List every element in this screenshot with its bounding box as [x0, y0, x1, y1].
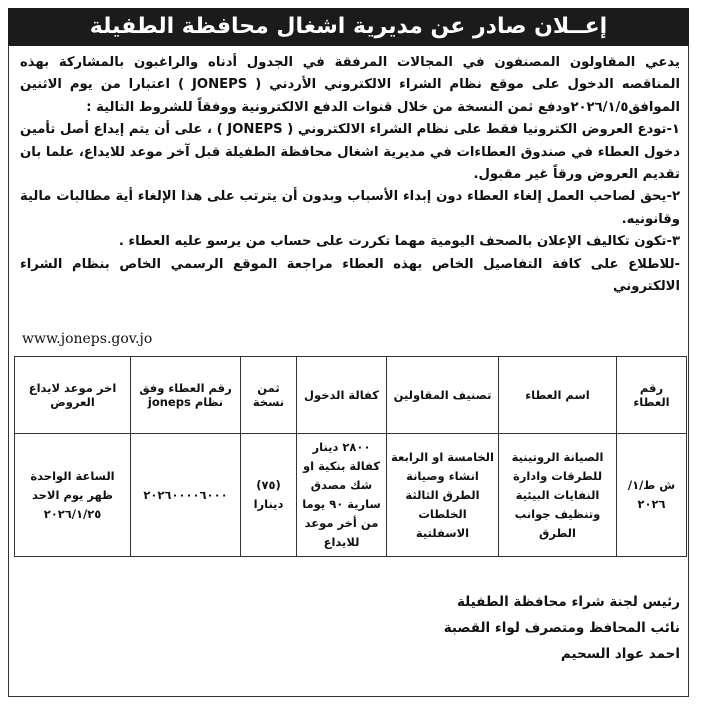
signature-name: احمد عواد السحيم — [560, 646, 680, 662]
header-joneps-no: رقم العطاء وفق نظام joneps — [131, 357, 241, 434]
table-header-row — [15, 357, 687, 434]
cell-tender-no: ش ط/١/ ٢٠٢٦ — [617, 434, 687, 557]
header-tender-name: اسم العطاء — [499, 357, 617, 434]
header-deadline: اخر موعد لايداع العروض — [15, 357, 131, 434]
condition-3: ٣-تكون تكاليف الإعلان بالصحف اليومية مهما تكررت على حساب من يرسو عليه العطاء . — [118, 234, 680, 250]
signature-line-2: نائب المحافظ ومتصرف لواء القصبة — [443, 620, 680, 636]
details-note: -للاطلاع على كافة التفاصيل الخاص بهذه العطاء مراجعة الموقع الرسمي الخاص بنظام الشراء الالكتروني — [20, 256, 680, 295]
signature-block — [20, 589, 680, 667]
signature-line-1: رئيس لجنة شراء محافظة الطفيلة — [456, 594, 680, 610]
cell-contractor-class: الخامسة او الرابعة انشاء وصيانة الطرق الثالثة الخلطات الاسفلتية — [387, 434, 499, 557]
cell-deadline: الساعة الواحدة ظهر يوم الاحد ٢٠٢٦/١/٢٥ — [15, 434, 131, 557]
announcement-title: إعــلان صادر عن مديرية اشغال محافظة الطفيلة — [8, 8, 689, 46]
table-row — [15, 434, 687, 557]
header-copy-price: ثمن نسخة — [241, 357, 297, 434]
cell-joneps-no: ٢٠٢٦٠٠٠٠٦٠٠٠ — [131, 434, 241, 557]
condition-1: ١-تودع العروض الكترونيا فقط على نظام الشراء الالكتروني ( JONEPS ) ، على أن يتم إيداع أصل تأمين دخول العطاء في صندوق العطاءات في مديرية اشغال محافظة الطفيلة قبل آخر موعد للايداع، علما بان تقديم العروض ورقاً غير مقبول. — [20, 122, 680, 183]
website-link[interactable]: www.joneps.gov.jo — [22, 331, 153, 347]
intro-paragraph: يدعي المقاولون المصنفون في المجالات المرفقة في الجدول أدناه والراغبون بالمشاركة بهذه المناقصه الدخول على موقع نظام الشراء الالكتروني الأردني ( JONEPS ) اعتبارا من يوم الاثنين الموافق٢٠٢٦/١/٥ودفع ثمن النسخة من خلال قنوات الدفع الالكترونية ووفقاً للشروط التالية : — [20, 55, 680, 115]
announcement-body — [20, 52, 680, 298]
condition-2: ٢-يحق لصاحب العمل إلغاء العطاء دون إبداء الأسباب وبدون أن يترتب على هذا الإلغاء أية مطالبات مالية وقانونيه. — [20, 189, 680, 227]
header-entry-bond: كفالة الدخول — [297, 357, 387, 434]
header-contractor-class: تصنيف المقاولين — [387, 357, 499, 434]
cell-tender-name: الصيانة الروتينية للطرقات وادارة النفايات البيئية وتنظيف جوانب الطرق — [499, 434, 617, 557]
cell-entry-bond: ٢٨٠٠ دينار كفالة بنكية او شك مصدق سارية ٩٠ يوما من أخر موعد للايداع — [297, 434, 387, 557]
header-tender-no: رقم العطاء — [617, 357, 687, 434]
cell-copy-price: (٧٥) دينارا — [241, 434, 297, 557]
tender-table — [14, 356, 687, 557]
